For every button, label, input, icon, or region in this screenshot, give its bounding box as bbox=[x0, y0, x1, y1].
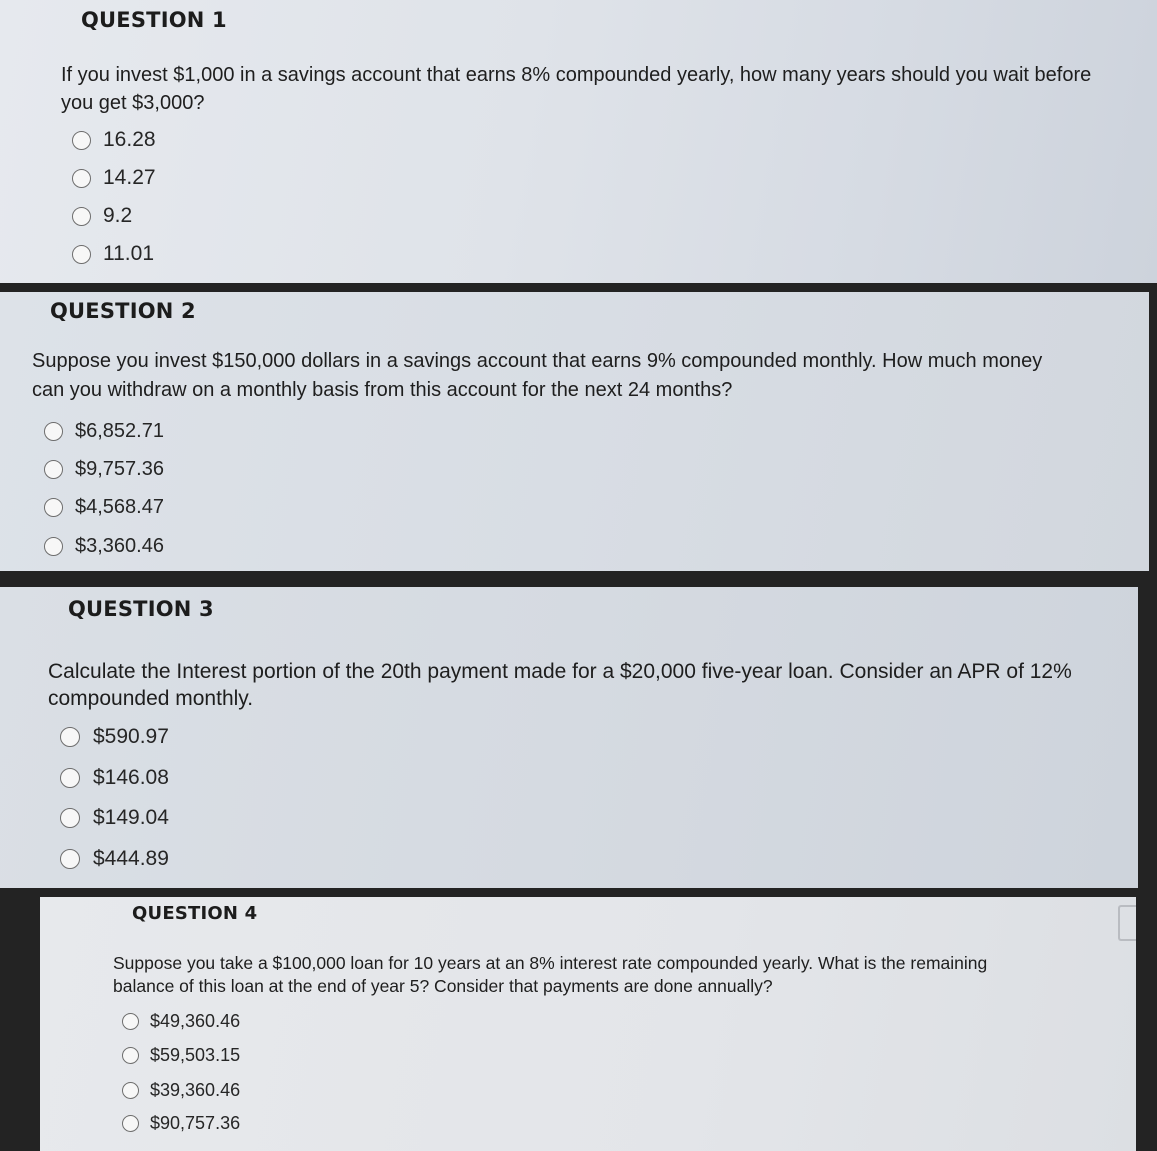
option-label: $3,360.46 bbox=[75, 535, 164, 557]
question-1-title: QUESTION 1 bbox=[81, 8, 227, 32]
question-3-title: QUESTION 3 bbox=[68, 597, 214, 621]
radio-button-icon[interactable] bbox=[72, 169, 91, 188]
question-4-option-3[interactable] bbox=[122, 1080, 240, 1101]
question-3-text-line-2: compounded monthly. bbox=[48, 687, 254, 710]
radio-button-icon[interactable] bbox=[122, 1115, 139, 1132]
question-1-text-line-2: you get $3,000? bbox=[61, 92, 205, 114]
radio-button-icon[interactable] bbox=[44, 422, 63, 441]
question-2-title: QUESTION 2 bbox=[50, 299, 196, 323]
panel-edge-handle bbox=[1118, 905, 1136, 941]
radio-button-icon[interactable] bbox=[44, 537, 63, 556]
question-1-option-4[interactable] bbox=[72, 242, 154, 266]
question-2-panel bbox=[0, 292, 1149, 571]
question-3-panel bbox=[0, 587, 1138, 888]
question-4-option-2[interactable] bbox=[122, 1045, 240, 1066]
option-label: 16.28 bbox=[103, 128, 156, 151]
option-label: $9,757.36 bbox=[75, 458, 164, 480]
option-label: $146.08 bbox=[93, 766, 169, 789]
question-3-option-2[interactable] bbox=[60, 766, 169, 790]
option-label: $49,360.46 bbox=[150, 1011, 241, 1031]
radio-button-icon[interactable] bbox=[122, 1013, 139, 1030]
question-3-option-1[interactable] bbox=[60, 725, 169, 749]
option-label: $6,852.71 bbox=[75, 420, 164, 442]
option-label: $39,360.46 bbox=[150, 1080, 241, 1100]
radio-button-icon[interactable] bbox=[122, 1047, 139, 1064]
question-2-option-3[interactable] bbox=[44, 496, 164, 519]
question-1-option-1[interactable] bbox=[72, 128, 156, 152]
question-4-text-line-2: balance of this loan at the end of year 5? Consider that payments are done annually? bbox=[113, 976, 773, 996]
question-2-option-1[interactable] bbox=[44, 420, 164, 443]
question-4-panel bbox=[40, 897, 1136, 1151]
question-3-option-4[interactable] bbox=[60, 847, 169, 871]
question-1-panel bbox=[0, 0, 1157, 283]
question-2-text-line-2: can you withdraw on a monthly basis from this account for the next 24 months? bbox=[32, 379, 733, 401]
radio-button-icon[interactable] bbox=[72, 245, 91, 264]
radio-button-icon[interactable] bbox=[122, 1082, 139, 1099]
option-label: $149.04 bbox=[93, 806, 169, 829]
option-label: 14.27 bbox=[103, 166, 156, 189]
question-2-option-4[interactable] bbox=[44, 535, 164, 558]
question-2-text-line-1: Suppose you invest $150,000 dollars in a savings account that earns 9% compounded monthly. How much money bbox=[32, 350, 1043, 372]
option-label: $590.97 bbox=[93, 725, 169, 748]
question-1-option-2[interactable] bbox=[72, 166, 156, 190]
option-label: 11.01 bbox=[103, 242, 154, 265]
radio-button-icon[interactable] bbox=[72, 207, 91, 226]
option-label: 9.2 bbox=[103, 204, 133, 227]
radio-button-icon[interactable] bbox=[60, 727, 80, 747]
question-4-option-4[interactable] bbox=[122, 1113, 240, 1134]
radio-button-icon[interactable] bbox=[44, 460, 63, 479]
question-2-option-2[interactable] bbox=[44, 458, 164, 481]
option-label: $90,757.36 bbox=[150, 1113, 241, 1133]
question-4-title: QUESTION 4 bbox=[132, 903, 258, 924]
question-4-option-1[interactable] bbox=[122, 1011, 240, 1032]
question-1-text-line-1: If you invest $1,000 in a savings account that earns 8% compounded yearly, how many years should you wait before bbox=[61, 64, 1092, 86]
question-1-option-3[interactable] bbox=[72, 204, 132, 228]
option-label: $444.89 bbox=[93, 847, 169, 870]
option-label: $4,568.47 bbox=[75, 496, 164, 518]
radio-button-icon[interactable] bbox=[60, 849, 80, 869]
question-3-text-line-1: Calculate the Interest portion of the 20th payment made for a $20,000 five-year loan. Consider an APR of 12% bbox=[48, 660, 1072, 683]
option-label: $59,503.15 bbox=[150, 1045, 241, 1065]
radio-button-icon[interactable] bbox=[44, 498, 63, 517]
question-3-option-3[interactable] bbox=[60, 806, 169, 830]
radio-button-icon[interactable] bbox=[60, 808, 80, 828]
radio-button-icon[interactable] bbox=[72, 131, 91, 150]
question-4-text-line-1: Suppose you take a $100,000 loan for 10 years at an 8% interest rate compounded yearly. What is the remaining bbox=[113, 953, 988, 973]
radio-button-icon[interactable] bbox=[60, 768, 80, 788]
